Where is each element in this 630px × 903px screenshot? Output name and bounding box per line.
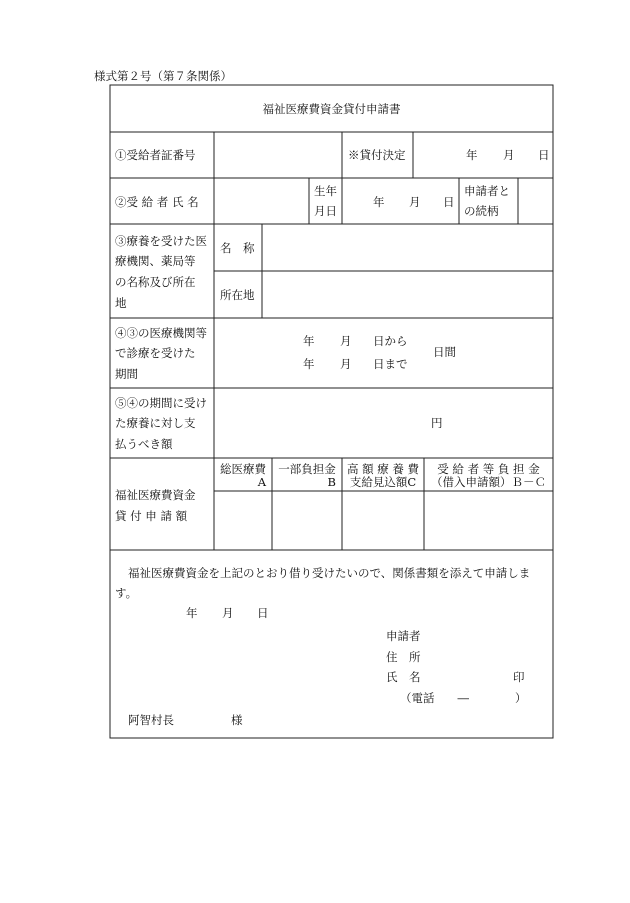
period-to-label: 日まで xyxy=(373,357,408,371)
period-from-month-label: 月 xyxy=(340,334,352,348)
addressee-honorific: 様 xyxy=(231,713,243,727)
recipient-cert-number-label: ①受給者証番号 xyxy=(115,148,196,162)
phone-label: （電話 ― ） xyxy=(400,691,527,705)
application-month-label: 月 xyxy=(222,606,234,620)
institution-name-label: 名 称 xyxy=(220,241,255,255)
birthdate-label-line1: 生年 xyxy=(314,184,337,198)
form-title: 福祉医療費資金貸付申請書 xyxy=(262,102,401,116)
loan-request-label-line1: 福祉医療費資金 xyxy=(115,488,196,502)
institution-label-line1: ③療養を受けた医 xyxy=(115,234,207,248)
decision-day-label: 日 xyxy=(538,148,550,162)
payable-label-line3: 払うべき額 xyxy=(115,437,173,451)
period-to-year-label: 年 xyxy=(303,357,315,371)
high-cost-benefit-header-line1: 高 額 療 養 費 xyxy=(346,462,420,476)
loan-decision-label: ※貸付決定 xyxy=(348,148,406,162)
period-label-line3: 期間 xyxy=(115,367,138,381)
copayment-mark: B xyxy=(327,475,336,489)
period-from-year-label: 年 xyxy=(303,334,315,348)
institution-label-line4: 地 xyxy=(115,296,127,310)
payable-yen-label: 円 xyxy=(431,416,443,430)
copayment-header: 一部負担金 xyxy=(278,462,336,476)
birth-month-label: 月 xyxy=(409,195,421,209)
recipient-name-label: ②受 給 者 氏 名 xyxy=(115,195,199,209)
decision-month-label: 月 xyxy=(503,148,515,162)
application-year-label: 年 xyxy=(186,606,198,620)
birth-year-label: 年 xyxy=(373,195,385,209)
total-medical-cost-mark: A xyxy=(257,475,266,489)
loan-request-label-line2: 貸 付 申 請 額 xyxy=(115,509,188,523)
declaration-text-line2: す。 xyxy=(115,586,138,600)
applicant-label: 申請者 xyxy=(386,629,421,643)
institution-address-label: 所在地 xyxy=(220,288,255,302)
period-to-month-label: 月 xyxy=(340,357,352,371)
applicant-name-label: 氏 名 xyxy=(386,670,421,684)
period-days-label: 日間 xyxy=(433,345,456,359)
relationship-label-line2: の続柄 xyxy=(464,204,499,218)
birthdate-label-line2: 月日 xyxy=(314,204,337,218)
payable-label-line1: ⑤④の期間に受け xyxy=(115,396,207,410)
applicant-address-label: 住 所 xyxy=(386,650,421,664)
high-cost-benefit-header-line2: 支給見込額C xyxy=(349,475,417,489)
recipient-burden-header-line1: 受 給 者 等 負 担 金 xyxy=(437,462,540,476)
birth-day-label: 日 xyxy=(443,195,455,209)
period-from-label: 日から xyxy=(373,334,408,348)
total-medical-cost-header: 総医療費 xyxy=(220,462,266,476)
payable-label-line2: た療養に対し支 xyxy=(115,416,196,430)
form-number-label: 様式第２号（第７条関係） xyxy=(94,69,232,83)
seal-label: 印 xyxy=(513,670,525,684)
application-day-label: 日 xyxy=(257,606,269,620)
period-label-line1: ④③の医療機関等 xyxy=(115,326,207,340)
addressee-label: 阿智村長 xyxy=(128,713,174,727)
declaration-text-line1: 福祉医療費資金を上記のとおり借り受けたいので、関係書類を添えて申請しま xyxy=(128,566,531,580)
decision-year-label: 年 xyxy=(466,148,478,162)
institution-label-line2: 療機関、薬局等 xyxy=(115,254,196,268)
recipient-burden-header-line2: （借入申請額）Ｂ－Ｃ xyxy=(431,475,546,489)
relationship-label-line1: 申請者と xyxy=(464,184,510,198)
period-label-line2: で診療を受けた xyxy=(115,346,196,360)
institution-label-line3: の名称及び所在 xyxy=(115,275,196,289)
